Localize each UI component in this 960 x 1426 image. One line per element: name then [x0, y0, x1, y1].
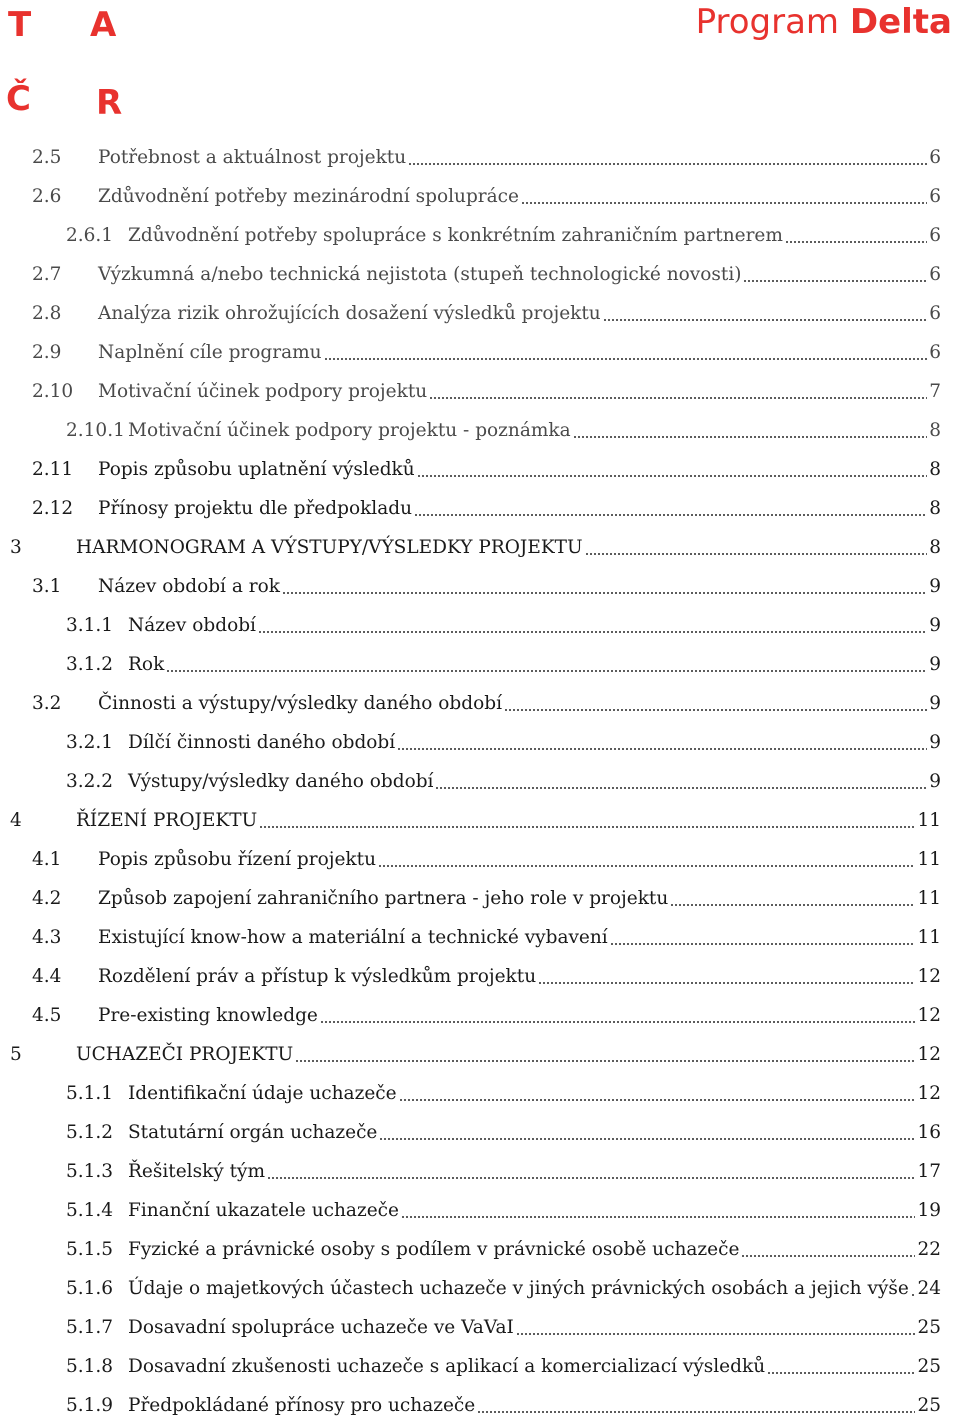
toc-dot-leader [504, 708, 927, 712]
toc-dot-leader [414, 513, 927, 517]
toc-dot-leader [429, 396, 927, 400]
toc-dot-leader [603, 318, 928, 322]
toc-entry-title: ŘÍZENÍ PROJEKTU [76, 810, 258, 832]
toc-entry-number: 5.1.7 [66, 1317, 114, 1339]
toc-entry-page: 17 [917, 1161, 941, 1183]
toc-entry-page: 6 [929, 264, 941, 286]
toc-entry-title: Zdůvodnění potřeby mezinárodní spolupráce [98, 186, 519, 208]
toc-entry-page: 19 [917, 1200, 941, 1222]
toc-entry-number: 2.6.1 [66, 225, 114, 247]
toc-entry-title: Existující know-how a materiální a technické vybavení [98, 927, 608, 949]
toc-entry-page: 9 [929, 732, 941, 754]
logo-letter-r: R [96, 83, 123, 123]
toc-entry-title: Motivační účinek podpory projektu [98, 381, 428, 403]
toc-entry-page: 9 [929, 615, 941, 637]
toc-entry[interactable] [66, 412, 941, 451]
toc-entry-title: Výstupy/výsledky daného období [128, 771, 434, 793]
toc-entry-number: 3.1.1 [66, 615, 114, 637]
toc-entry-page: 6 [929, 342, 941, 364]
toc-entry-page: 12 [917, 1005, 941, 1027]
toc-entry[interactable] [32, 295, 941, 334]
toc-entry-title: Analýza rizik ohrožujících dosažení výsledků projektu [98, 303, 601, 325]
toc-entry-number: 3.2.1 [66, 732, 114, 754]
toc-entry-title: Dosavadní zkušenosti uchazeče s aplikací a komercializací výsledků [128, 1356, 766, 1378]
toc-entry[interactable] [32, 685, 941, 724]
toc-dot-leader [767, 1371, 915, 1375]
toc-entry[interactable] [32, 841, 941, 880]
toc-entry-number: 4.1 [32, 849, 62, 871]
toc-entry-page: 12 [917, 966, 941, 988]
toc-entry[interactable] [66, 1114, 941, 1153]
toc-entry[interactable] [66, 763, 941, 802]
toc-entry-number: 2.7 [32, 264, 62, 286]
toc-entry-title: HARMONOGRAM A VÝSTUPY/VÝSLEDKY PROJEKTU [76, 537, 583, 559]
toc-entry-page: 11 [917, 927, 941, 949]
toc-entry-number: 4.4 [32, 966, 62, 988]
toc-dot-leader [267, 1176, 915, 1180]
toc-entry-number: 3 [10, 537, 22, 559]
toc-entry-number: 5.1.6 [66, 1278, 114, 1300]
toc-entry-number: 5.1.9 [66, 1395, 114, 1417]
toc-entry-page: 12 [917, 1044, 941, 1066]
toc-entry[interactable] [32, 451, 941, 490]
toc-dot-leader [397, 747, 927, 751]
toc-dot-leader [408, 162, 927, 166]
toc-entry-number: 3.1 [32, 576, 62, 598]
toc-entry-title: Rozdělení práv a přístup k výsledkům projektu [98, 966, 537, 988]
toc-entry-number: 3.1.2 [66, 654, 114, 676]
toc-entry[interactable] [32, 373, 941, 412]
toc-dot-leader [259, 825, 915, 829]
toc-entry-title: Identifikační údaje uchazeče [128, 1083, 397, 1105]
toc-dot-leader [417, 474, 928, 478]
toc-dot-leader [911, 1293, 916, 1297]
toc-entry-number: 5.1.1 [66, 1083, 114, 1105]
toc-entry-title: Finanční ukazatele uchazeče [128, 1200, 399, 1222]
toc-entry-number: 2.12 [32, 498, 74, 520]
toc-entry-number: 4 [10, 810, 22, 832]
toc-entry-page: 12 [917, 1083, 941, 1105]
toc-entry-title: Řešitelský tým [128, 1161, 266, 1183]
toc-dot-leader [379, 1137, 915, 1141]
toc-entry-title: Naplnění cíle programu [98, 342, 322, 364]
toc-dot-leader [399, 1098, 916, 1102]
toc-entry-number: 3.2.2 [66, 771, 114, 793]
toc-entry-title: Rok [128, 654, 165, 676]
toc-entry-number: 2.5 [32, 147, 62, 169]
toc-entry[interactable] [10, 1036, 941, 1075]
toc-entry-number: 4.2 [32, 888, 62, 910]
toc-entry-title: Fyzické a právnické osoby s podílem v právnické osobě uchazeče [128, 1239, 740, 1261]
toc-entry-title: Způsob zapojení zahraničního partnera - jeho role v projektu [98, 888, 669, 910]
toc-entry-page: 16 [917, 1122, 941, 1144]
toc-entry[interactable] [66, 646, 941, 685]
toc-entry-title: Výzkumná a/nebo technická nejistota (stupeň technologické novosti) [98, 264, 742, 286]
toc-entry[interactable] [32, 880, 941, 919]
toc-entry-page: 24 [917, 1278, 941, 1300]
toc-entry[interactable] [32, 256, 941, 295]
toc-entry[interactable] [32, 919, 941, 958]
toc-entry-page: 8 [929, 459, 941, 481]
toc-dot-leader [477, 1410, 915, 1414]
toc-entry-number: 5.1.5 [66, 1239, 114, 1261]
toc-entry[interactable] [66, 217, 941, 256]
toc-entry-title: Zdůvodnění potřeby spolupráce s konkrétním zahraničním partnerem [128, 225, 783, 247]
toc-dot-leader [324, 357, 928, 361]
toc-entry[interactable] [66, 1231, 941, 1270]
toc-entry-title: Přínosy projektu dle předpokladu [98, 498, 412, 520]
toc-entry-title: Dílčí činnosti daného období [128, 732, 396, 754]
toc-entry[interactable] [32, 958, 941, 997]
toc-entry-page: 7 [929, 381, 941, 403]
toc-entry-number: 4.5 [32, 1005, 62, 1027]
toc-dot-leader [743, 279, 927, 283]
toc-entry[interactable] [32, 139, 941, 178]
toc-dot-leader [435, 786, 927, 790]
toc-dot-leader [401, 1215, 915, 1219]
toc-entry[interactable] [32, 334, 941, 373]
toc-entry-number: 5.1.3 [66, 1161, 114, 1183]
toc-entry-number: 2.9 [32, 342, 62, 364]
toc-entry-page: 25 [917, 1356, 941, 1378]
toc-entry-title: Popis způsobu uplatnění výsledků [98, 459, 415, 481]
toc-entry-page: 9 [929, 576, 941, 598]
toc-entry[interactable] [10, 802, 941, 841]
toc-entry[interactable] [10, 529, 941, 568]
toc-entry-number: 2.10.1 [66, 420, 125, 442]
toc-entry-page: 11 [917, 888, 941, 910]
toc-entry-page: 8 [929, 498, 941, 520]
toc-entry-number: 2.11 [32, 459, 74, 481]
toc-entry-title: Činnosti a výstupy/výsledky daného období [98, 693, 502, 715]
toc-dot-leader [585, 552, 928, 556]
toc-entry-title: UCHAZEČI PROJEKTU [76, 1044, 294, 1066]
toc-entry-page: 25 [917, 1395, 941, 1417]
toc-entry-page: 6 [929, 225, 941, 247]
toc-entry-number: 4.3 [32, 927, 62, 949]
toc-entry-title: Potřebnost a aktuálnost projektu [98, 147, 407, 169]
toc-entry-page: 22 [917, 1239, 941, 1261]
toc-dot-leader [573, 435, 928, 439]
toc-entry[interactable] [66, 1270, 941, 1309]
toc-entry-number: 5.1.2 [66, 1122, 114, 1144]
toc-entry[interactable] [32, 568, 941, 607]
tacr-logo [4, 2, 124, 126]
toc-entry-number: 2.8 [32, 303, 62, 325]
toc-entry-title: Pre-existing knowledge [98, 1005, 318, 1027]
logo-letter-t: T [8, 5, 32, 45]
toc-dot-leader [516, 1332, 916, 1336]
program-delta-logo [696, 2, 952, 42]
toc-entry-page: 9 [929, 654, 941, 676]
toc-dot-leader [378, 864, 915, 868]
toc-entry-title: Název období a rok [98, 576, 280, 598]
program-prefix: Program [695, 2, 840, 42]
toc-dot-leader [295, 1059, 915, 1063]
toc-dot-leader [610, 942, 916, 946]
toc-entry[interactable] [66, 1075, 941, 1114]
toc-entry[interactable] [66, 607, 941, 646]
toc-entry-title: Dosavadní spolupráce uchazeče ve VaVaI [128, 1317, 514, 1339]
toc-entry-title: Motivační účinek podpory projektu - poznámka [128, 420, 571, 442]
toc-entry-page: 11 [917, 849, 941, 871]
toc-entry-page: 6 [929, 303, 941, 325]
toc-entry-page: 8 [929, 420, 941, 442]
toc-entry[interactable] [66, 1192, 941, 1231]
toc-entry-number: 5.1.8 [66, 1356, 114, 1378]
toc-entry[interactable] [66, 1348, 941, 1387]
toc-dot-leader [521, 201, 927, 205]
toc-entry-title: Statutární orgán uchazeče [128, 1122, 378, 1144]
toc-entry-page: 9 [929, 771, 941, 793]
toc-dot-leader [785, 240, 927, 244]
toc-dot-leader [670, 903, 915, 907]
logo-letter-a: A [90, 5, 117, 45]
toc-dot-leader [538, 981, 915, 985]
toc-dot-leader [320, 1020, 916, 1024]
toc-entry-number: 5 [10, 1044, 22, 1066]
toc-entry-number: 2.6 [32, 186, 62, 208]
toc-dot-leader [258, 630, 927, 634]
program-name: Delta [849, 2, 952, 42]
toc-entry-page: 25 [917, 1317, 941, 1339]
toc-dot-leader [166, 669, 927, 673]
toc-entry[interactable] [66, 1153, 941, 1192]
toc-entry-page: 11 [917, 810, 941, 832]
toc-dot-leader [741, 1254, 915, 1258]
toc-entry-number: 5.1.4 [66, 1200, 114, 1222]
toc-entry[interactable] [32, 490, 941, 529]
logo-letter-c: Č [6, 79, 31, 119]
toc-entry-number: 3.2 [32, 693, 62, 715]
toc-entry-title: Popis způsobu řízení projektu [98, 849, 376, 871]
toc-entry[interactable] [66, 1309, 941, 1348]
toc-entry-page: 8 [929, 537, 941, 559]
toc-entry-page: 6 [929, 147, 941, 169]
toc-entry-title: Předpokládané přínosy pro uchazeče [128, 1395, 476, 1417]
toc-entry[interactable] [66, 724, 941, 763]
toc-entry[interactable] [66, 1387, 941, 1426]
toc-entry-title: Název období [128, 615, 256, 637]
toc-entry[interactable] [32, 178, 941, 217]
toc-entry-page: 6 [929, 186, 941, 208]
toc-entry-title: Údaje o majetkových účastech uchazeče v jiných právnických osobách a jejich výše [128, 1278, 909, 1300]
toc-entry-page: 9 [929, 693, 941, 715]
toc-entry-number: 2.10 [32, 381, 74, 403]
toc-entry[interactable] [32, 997, 941, 1036]
toc-dot-leader [282, 591, 927, 595]
